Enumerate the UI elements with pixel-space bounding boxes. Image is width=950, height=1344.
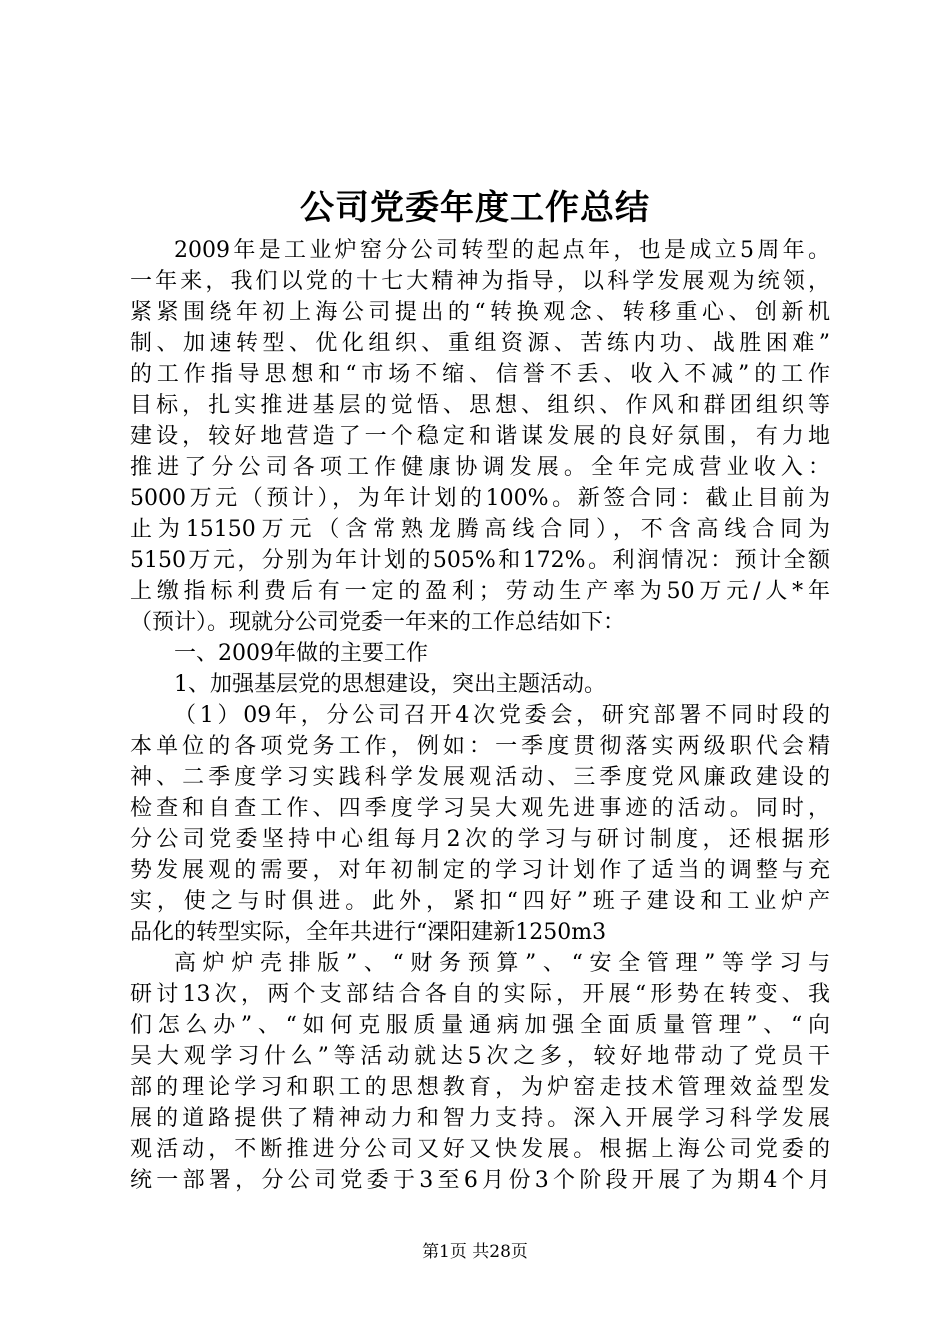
paragraph-line: 分公司党委坚持中心组每月2次的学习与研讨制度，还根据形 xyxy=(130,827,830,852)
document-body xyxy=(130,235,830,1196)
paragraph-line: （1）09年，分公司召开4次党委会，研究部署不同时段的 xyxy=(174,703,830,728)
paragraph-line: 实，使之与时俱进。此外，紧扣“四好”班子建设和工业炉产 xyxy=(130,889,830,914)
paragraph-line: 推进了分公司各项工作健康协调发展。全年完成营业收入： xyxy=(130,455,830,480)
paragraph-line: 5150万元，分别为年计划的505%和172%。利润情况：预计全额 xyxy=(130,548,830,573)
paragraph-line: 上缴指标利费后有一定的盈利；劳动生产率为50万元/人*年 xyxy=(130,579,830,604)
paragraph-line: 止为15150万元（含常熟龙腾高线合同），不含高线合同为 xyxy=(130,517,830,542)
paragraph-line: （预计）。现就分公司党委一年来的工作总结如下： xyxy=(130,610,626,635)
paragraph-line: 的工作指导思想和“市场不缩、信誉不丢、收入不减”的工作 xyxy=(130,362,830,387)
paragraph-line: 紧紧围绕年初上海公司提出的“转换观念、转移重心、创新机 xyxy=(130,300,830,325)
paragraph-line: 1、加强基层党的思想建设，突出主题活动。 xyxy=(174,672,606,697)
paragraph-line: 势发展观的需要，对年初制定的学习计划作了适当的调整与充 xyxy=(130,858,830,883)
paragraph-line: 本单位的各项党务工作，例如：一季度贯彻落实两级职代会精 xyxy=(130,734,830,759)
paragraph-line: 高炉炉壳排版”、“财务预算”、“安全管理”等学习与 xyxy=(174,951,830,976)
paragraph-line: 展的道路提供了精神动力和智力支持。深入开展学习科学发展 xyxy=(130,1106,830,1131)
paragraph-line: 一、2009年做的主要工作 xyxy=(174,641,428,666)
paragraph-line: 神、二季度学习实践科学发展观活动、三季度党风廉政建设的 xyxy=(130,765,830,790)
paragraph-line: 统一部署，分公司党委于3至6月份3个阶段开展了为期4个月 xyxy=(130,1168,830,1193)
paragraph-line: 制、加速转型、优化组织、重组资源、苦练内功、战胜困难” xyxy=(130,331,830,356)
paragraph-line: 目标，扎实推进基层的觉悟、思想、组织、作风和群团组织等 xyxy=(130,393,830,418)
paragraph-line: 检查和自查工作、四季度学习吴大观先进事迹的活动。同时， xyxy=(130,796,830,821)
paragraph-line: 研讨13次，两个支部结合各自的实际，开展“形势在转变、我 xyxy=(130,982,830,1007)
paragraph-line: 一年来，我们以党的十七大精神为指导，以科学发展观为统领， xyxy=(130,269,830,294)
paragraph-line: 部的理论学习和职工的思想教育，为炉窑走技术管理效益型发 xyxy=(130,1075,830,1100)
paragraph-line: 5000万元（预计），为年计划的100%。新签合同：截止目前为 xyxy=(130,486,830,511)
paragraph-line: 品化的转型实际，全年共进行“溧阳建新1250m3 xyxy=(130,920,607,945)
paragraph-line: 吴大观学习什么”等活动就达5次之多，较好地带动了党员干 xyxy=(130,1044,830,1069)
paragraph-line: 观活动，不断推进分公司又好又快发展。根据上海公司党委的 xyxy=(130,1137,830,1162)
document-title: 公司党委年度工作总结 xyxy=(300,188,650,228)
paragraph-line: 建设，较好地营造了一个稳定和谐谋发展的良好氛围，有力地 xyxy=(130,424,830,449)
paragraph-line: 2009年是工业炉窑分公司转型的起点年，也是成立5周年。 xyxy=(174,238,830,263)
paragraph-line: 们怎么办”、“如何克服质量通病加强全面质量管理”、“向 xyxy=(130,1013,830,1038)
page-footer: 第1页 共28页 xyxy=(422,1242,528,1262)
